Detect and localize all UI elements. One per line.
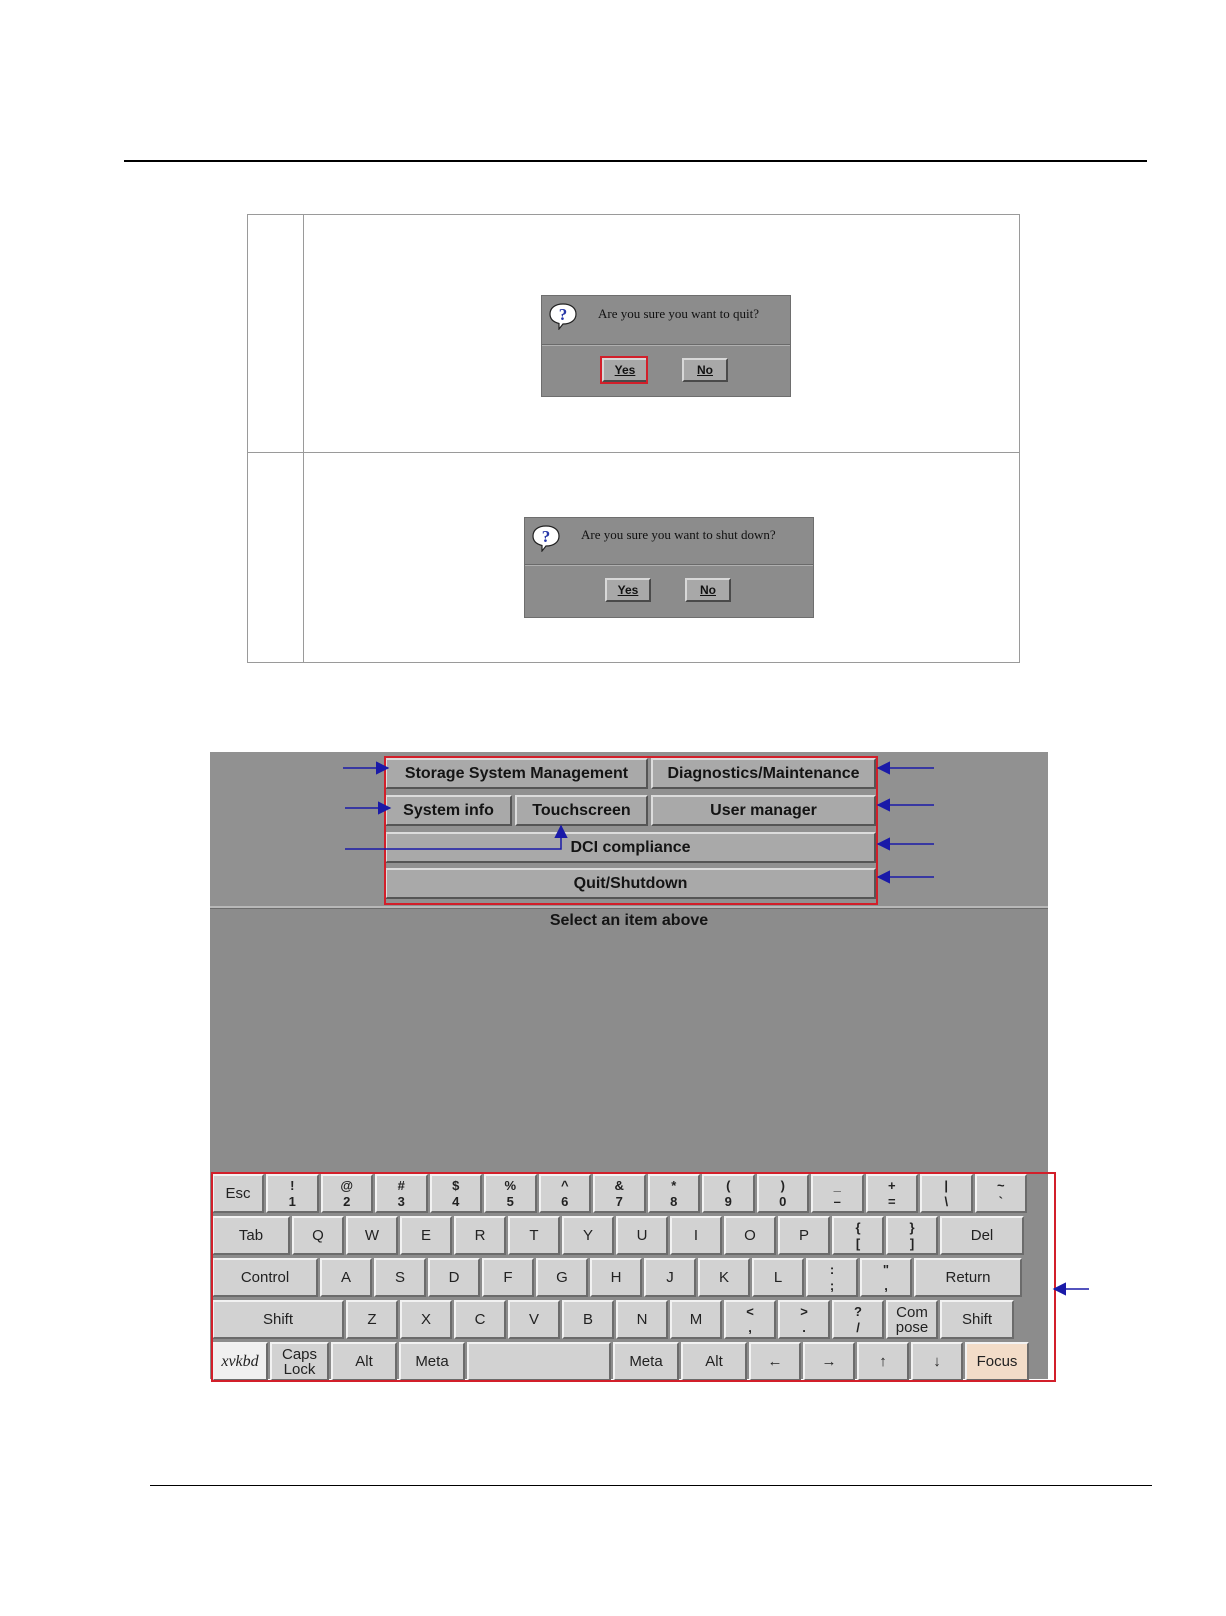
key-top-label: %	[504, 1177, 517, 1193]
key-shift-left[interactable]: Shift	[212, 1300, 344, 1339]
key-bottom-label: `	[998, 1193, 1003, 1209]
key-k[interactable]: K	[698, 1258, 750, 1297]
key-bottom-label: 6	[561, 1193, 569, 1209]
key-bottom-label: [	[855, 1235, 861, 1251]
key-bottom-label: 9	[724, 1193, 732, 1209]
key-v[interactable]: V	[508, 1300, 560, 1339]
key-alt-left[interactable]: Alt	[331, 1342, 397, 1381]
key-top-label: &	[614, 1177, 624, 1193]
key-meta-left[interactable]: Meta	[399, 1342, 465, 1381]
key-c[interactable]: C	[454, 1300, 506, 1339]
key-q[interactable]: Q	[292, 1216, 344, 1255]
key-e[interactable]: E	[400, 1216, 452, 1255]
key-bottom-label: 8	[670, 1193, 678, 1209]
key-bottom-label: 4	[452, 1193, 460, 1209]
key-left[interactable]: ←	[749, 1342, 801, 1381]
key-shift-right[interactable]: Shift	[940, 1300, 1014, 1339]
key-control[interactable]: Control	[212, 1258, 318, 1297]
key-tab[interactable]: Tab	[212, 1216, 290, 1255]
key-f[interactable]: F	[482, 1258, 534, 1297]
shutdown-dialog-message: Are you sure you want to shut down?	[581, 527, 776, 542]
key-down[interactable]: ↓	[911, 1342, 963, 1381]
key-bottom-label: Lock	[283, 1360, 316, 1378]
key-top-label: _	[833, 1177, 841, 1193]
key-focus[interactable]: Focus	[965, 1342, 1029, 1381]
key-l[interactable]: L	[752, 1258, 804, 1297]
key-n[interactable]: N	[616, 1300, 668, 1339]
key-return[interactable]: Return	[914, 1258, 1022, 1297]
dci-compliance-button[interactable]: DCI compliance	[385, 832, 876, 863]
key-top-label: }	[909, 1219, 915, 1235]
key-o[interactable]: O	[724, 1216, 776, 1255]
quit-no-button[interactable]: No	[682, 358, 728, 382]
key-t[interactable]: T	[508, 1216, 560, 1255]
shutdown-yes-button[interactable]: Yes	[605, 578, 651, 602]
key-alt-right[interactable]: Alt	[681, 1342, 747, 1381]
key-bottom-label: ;	[829, 1277, 835, 1293]
key-w[interactable]: W	[346, 1216, 398, 1255]
key-top-label: )	[780, 1177, 785, 1193]
key-bottom-label: ,	[884, 1277, 888, 1293]
quit-yes-button[interactable]: Yes	[602, 358, 648, 382]
key-bottom-label: 2	[343, 1193, 351, 1209]
key-top-label: Com	[896, 1303, 928, 1321]
diagnostics-maintenance-button[interactable]: Diagnostics/Maintenance	[651, 758, 876, 789]
key-top-label: @	[340, 1177, 354, 1193]
key-bottom-label: 1	[288, 1193, 296, 1209]
key-top-label: +	[887, 1177, 896, 1193]
key-esc[interactable]: Esc	[212, 1174, 264, 1213]
key-top-label: <	[746, 1303, 754, 1319]
quit-shutdown-button[interactable]: Quit/Shutdown	[385, 868, 876, 899]
key-top-label: #	[397, 1177, 405, 1193]
key-s[interactable]: S	[374, 1258, 426, 1297]
svg-text:?: ?	[541, 527, 551, 546]
key-bottom-label: ]	[909, 1235, 915, 1251]
key-p[interactable]: P	[778, 1216, 830, 1255]
key-bottom-label: 0	[779, 1193, 787, 1209]
svg-text:?: ?	[558, 305, 568, 324]
key-h[interactable]: H	[590, 1258, 642, 1297]
key-a[interactable]: A	[320, 1258, 372, 1297]
storage-system-management-button[interactable]: Storage System Management	[385, 758, 648, 789]
key-top-label: "	[882, 1261, 890, 1277]
key-j[interactable]: J	[644, 1258, 696, 1297]
user-manager-button[interactable]: User manager	[651, 795, 876, 826]
shutdown-no-button[interactable]: No	[685, 578, 731, 602]
key-right[interactable]: →	[803, 1342, 855, 1381]
key-top-label: ^	[560, 1177, 569, 1193]
key-del[interactable]: Del	[940, 1216, 1024, 1255]
key-u[interactable]: U	[616, 1216, 668, 1255]
key-top-label: |	[944, 1177, 949, 1193]
key-z[interactable]: Z	[346, 1300, 398, 1339]
key-r[interactable]: R	[454, 1216, 506, 1255]
key-m[interactable]: M	[670, 1300, 722, 1339]
key-meta-right[interactable]: Meta	[613, 1342, 679, 1381]
key-top-label: (	[726, 1177, 731, 1193]
key-x[interactable]: X	[400, 1300, 452, 1339]
key-bottom-label: pose	[895, 1318, 929, 1336]
key-bottom-label: 5	[506, 1193, 514, 1209]
key-top-label: !	[290, 1177, 295, 1193]
status-text: Select an item above	[549, 912, 709, 929]
key-g[interactable]: G	[536, 1258, 588, 1297]
key-y[interactable]: Y	[562, 1216, 614, 1255]
key-top-label: Caps	[281, 1345, 318, 1363]
key-bottom-label: 7	[615, 1193, 623, 1209]
key-bottom-label: \	[944, 1193, 949, 1209]
key-bottom-label: =	[887, 1193, 896, 1209]
key-top-label: :	[829, 1261, 835, 1277]
key-top-label: ?	[854, 1303, 862, 1319]
key-top-label: *	[671, 1177, 677, 1193]
key-top-label: {	[855, 1219, 861, 1235]
key-top-label: $	[452, 1177, 460, 1193]
key-bottom-label: .	[802, 1319, 806, 1335]
key-top-label: >	[800, 1303, 808, 1319]
touchscreen-button[interactable]: Touchscreen	[515, 795, 648, 826]
system-info-button[interactable]: System info	[385, 795, 512, 826]
key-up[interactable]: ↑	[857, 1342, 909, 1381]
key-b[interactable]: B	[562, 1300, 614, 1339]
key-bottom-label: /	[856, 1319, 860, 1335]
key-bottom-label: –	[833, 1193, 841, 1209]
quit-dialog-message: Are you sure you want to quit?	[598, 306, 760, 321]
key-d[interactable]: D	[428, 1258, 480, 1297]
key-top-label: ~	[996, 1177, 1005, 1193]
key-i[interactable]: I	[670, 1216, 722, 1255]
arrow-touchscreen	[345, 826, 561, 849]
key-bottom-label: 3	[397, 1193, 405, 1209]
key-xvkbd: xvkbd	[212, 1342, 268, 1381]
key-bottom-label: ,	[748, 1319, 752, 1335]
